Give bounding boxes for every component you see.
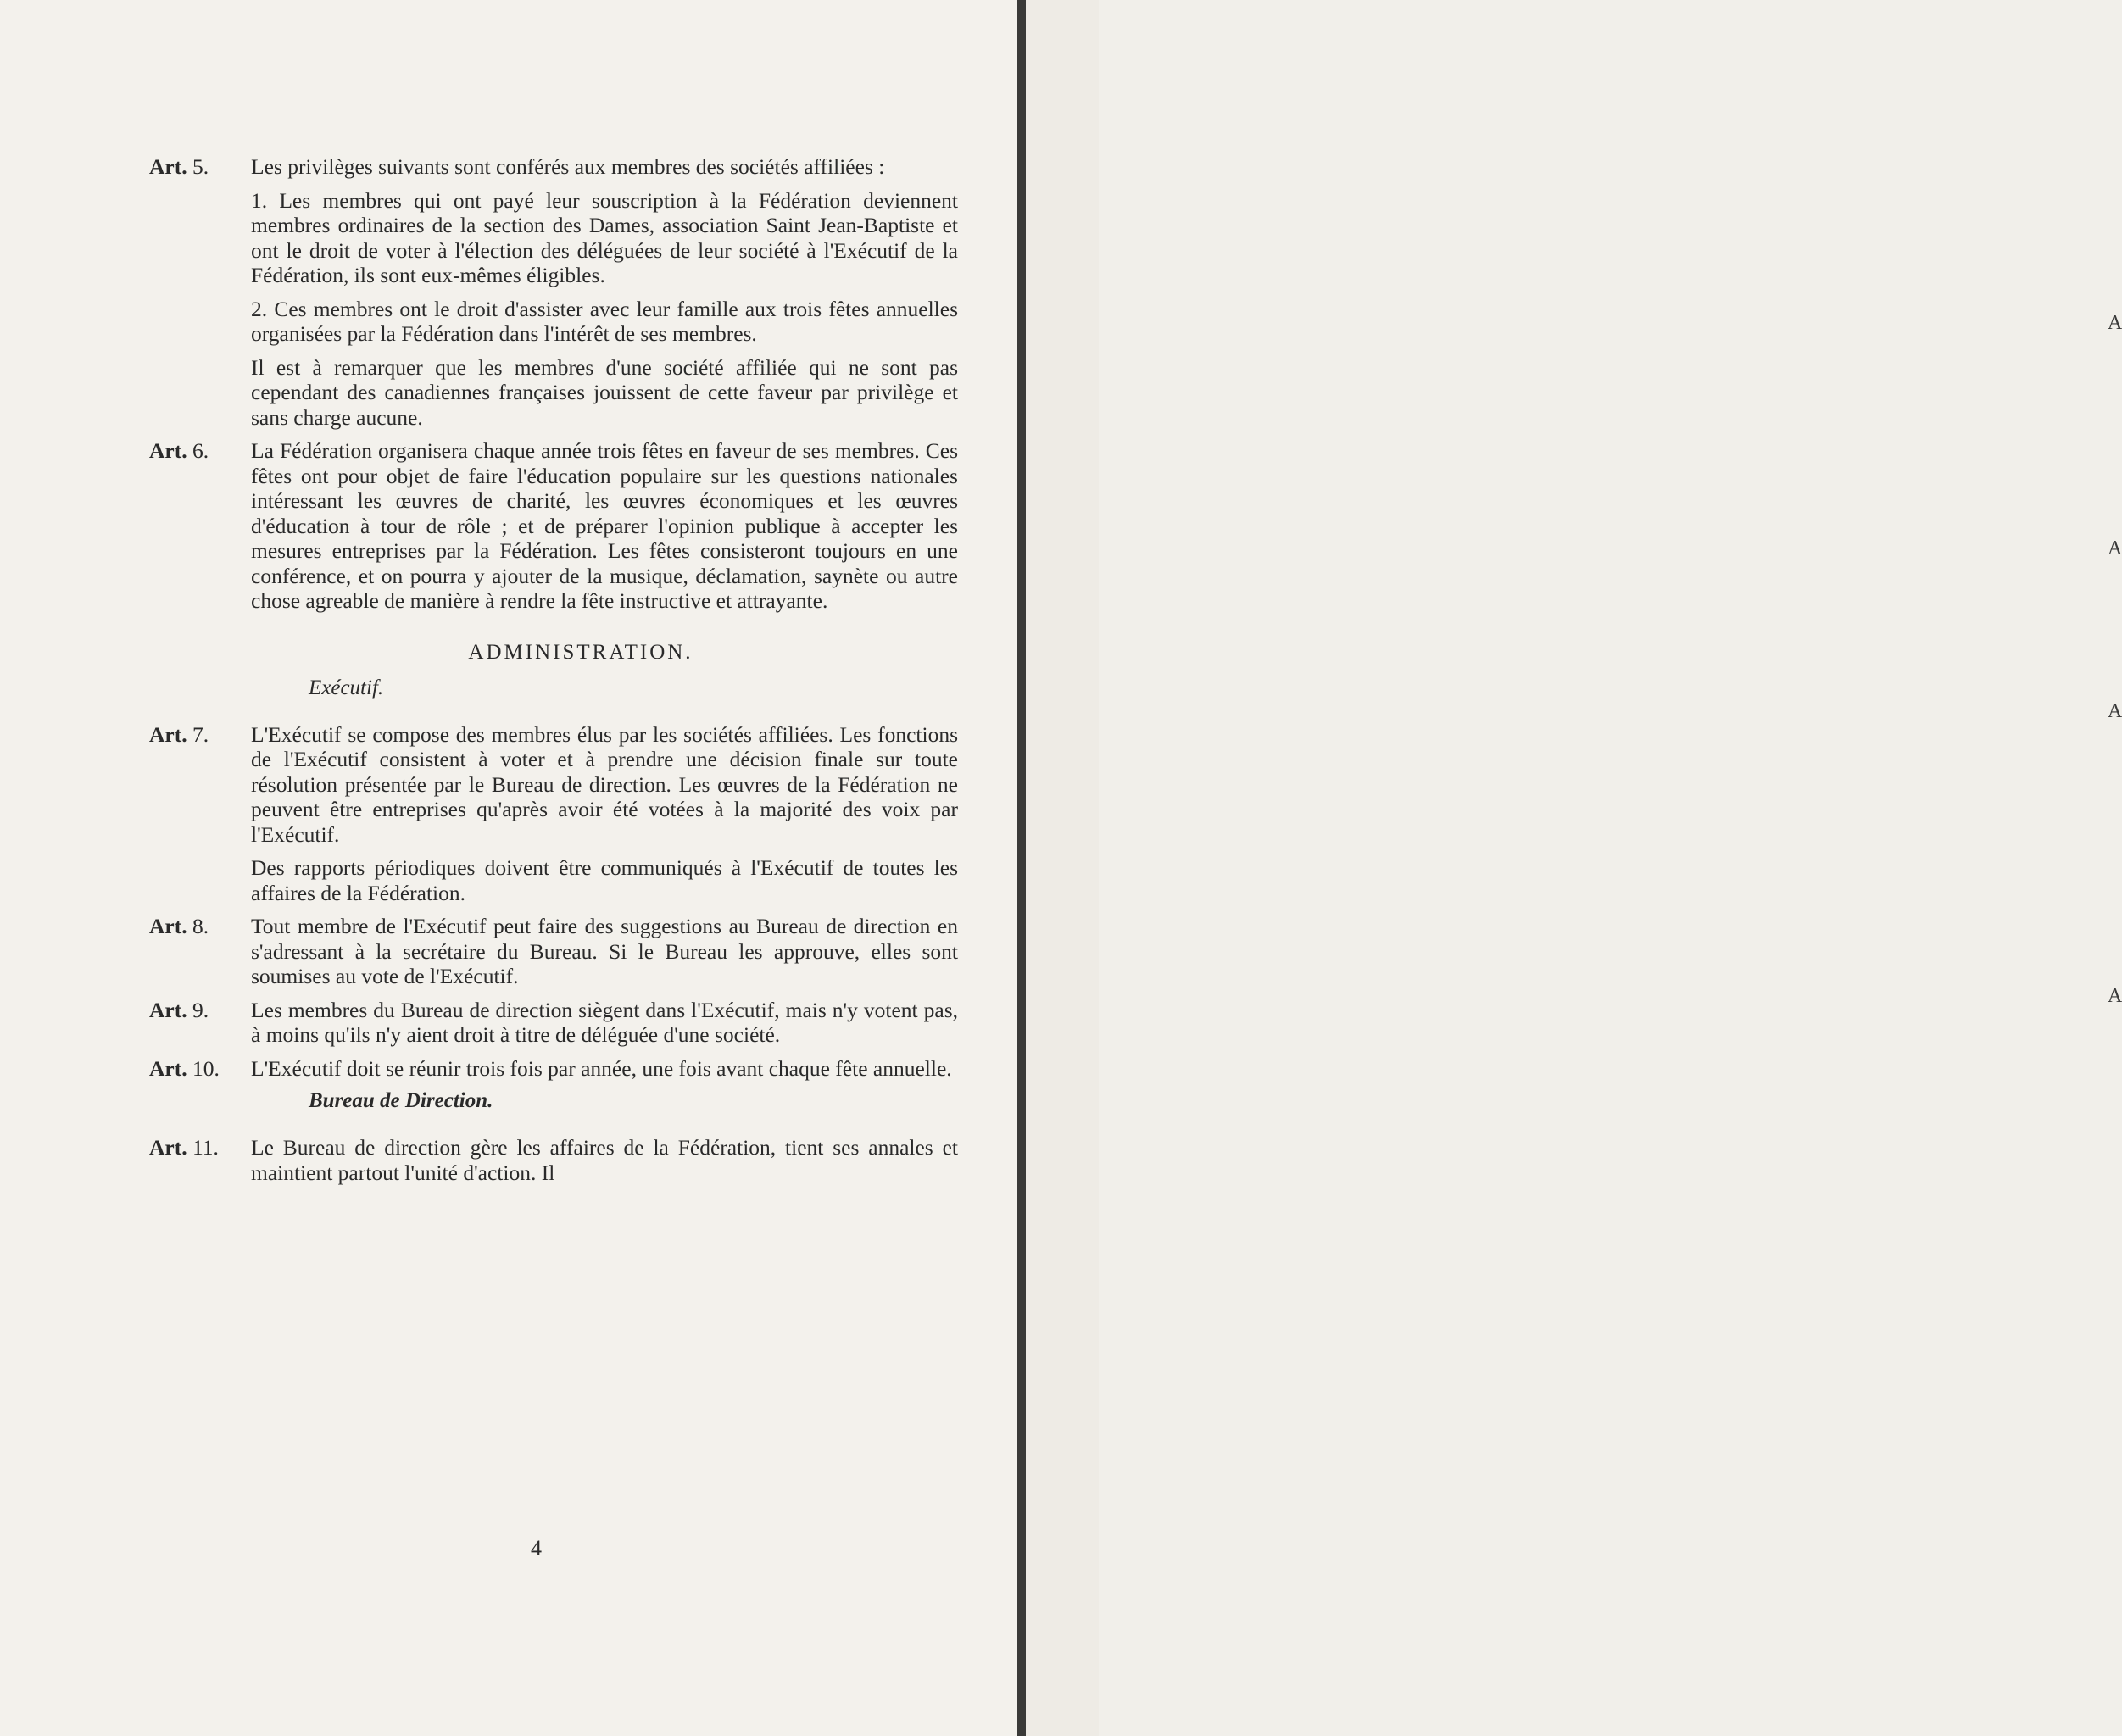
- article-11: [136, 1135, 958, 1185]
- article-label: [149, 998, 209, 1023]
- article-paragraph: L'Exécutif se compose des membres élus par les sociétés affiliées. Les fonctions de l'Exécutif consistent à voter et à prendre une décision finale sur toute résolution présentée par le Bureau de direction. Les œuvres de la Fédération ne peuvent être entreprises qu'après avoir été votées à la majorité des voix par l'Exécutif.: [251, 721, 958, 847]
- article-9: [136, 998, 958, 1048]
- adjacent-page-letter: A: [2108, 985, 2122, 1007]
- document-page: [0, 0, 1022, 1736]
- article-5: [136, 154, 958, 430]
- article-label-text: Art.: [149, 997, 187, 1022]
- article-paragraph: La Fédération organisera chaque année trois fêtes en faveur de ses membres. Ces fêtes ont pour objet de faire l'éducation populaire sur les questions nationales intéressant les œuvres de charité, les œuvres économiques et les œuvres d'éducation à tour de rôle ; et de préparer l'opinion publique à accepter les mesures entreprises par la Fédération. Les fêtes consisteront toujours en une conférence, et on pourra y ajouter de la musique, déclamation, saynète ou autre chose agreable de manière à rendre la fête instructive et attrayante.: [251, 438, 958, 613]
- article-paragraph: 2. Ces membres ont le droit d'assister avec leur famille aux trois fêtes annuelles organisées par la Fédération dans l'intérêt de ses membres.: [251, 296, 958, 346]
- article-label-text: Art.: [149, 438, 187, 463]
- article-paragraph: 1. Les membres qui ont payé leur souscription à la Fédération deviennent membres ordinaires de la section des Dames, association Saint Jean-Baptiste et ont le droit de voter à l'élection des déléguées de leur société à l'Exécutif de la Fédération, ils sont eux-mêmes éligibles.: [251, 187, 958, 287]
- article-paragraph: L'Exécutif doit se réunir trois fois par année, une fois avant chaque fête annuelle.: [251, 1055, 952, 1081]
- article-number: 8.: [192, 914, 209, 938]
- article-paragraph: Des rapports périodiques doivent être communiqués à l'Exécutif de toutes les affaires de la Fédération.: [251, 855, 958, 905]
- book-gutter: [1017, 0, 1026, 1736]
- article-label-text: Art.: [149, 1055, 187, 1081]
- article-label-text: Art.: [149, 721, 187, 747]
- page-content: [136, 154, 958, 1194]
- article-label: [149, 914, 209, 939]
- article-6: [136, 438, 958, 614]
- page-number: 4: [531, 1536, 542, 1561]
- article-paragraph: Les privilèges suivants sont conférés aux membres des sociétés affiliées :: [251, 154, 885, 179]
- article-paragraph: Les membres du Bureau de direction siègent dans l'Exécutif, mais n'y votent pas, à moins qu'ils n'y aient droit à titre de déléguée d'une société.: [251, 997, 958, 1047]
- article-number: 10.: [192, 1055, 220, 1081]
- article-10: [136, 1056, 958, 1082]
- adjacent-page-letter: A: [2108, 537, 2122, 559]
- articles-group-executif: [136, 722, 958, 1082]
- article-label: [149, 1135, 219, 1160]
- subheading-executif: Exécutif.: [309, 676, 384, 699]
- article-label: [149, 438, 209, 464]
- article-label-text: Art.: [149, 914, 187, 938]
- adjacent-page-letter: A: [2108, 700, 2122, 722]
- section-title: ADMINISTRATION.: [468, 640, 693, 664]
- articles-group-bureau: [136, 1135, 958, 1185]
- adjacent-page-letter: A: [2108, 312, 2122, 334]
- article-label: [149, 154, 209, 180]
- subheading-bureau: Bureau de Direction.: [309, 1089, 493, 1112]
- article-number: 11.: [192, 1135, 219, 1160]
- article-7: [136, 722, 958, 906]
- article-label-text: Art.: [149, 1135, 187, 1160]
- article-paragraph: Le Bureau de direction gère les affaires de la Fédération, tient ses annales et maintient partout l'unité d'action. Il: [251, 1135, 958, 1185]
- article-label: [149, 722, 209, 748]
- article-label: [149, 1056, 220, 1082]
- article-label-text: Art.: [149, 154, 187, 179]
- article-number: 9.: [192, 997, 209, 1022]
- article-number: 6.: [192, 438, 209, 463]
- article-8: [136, 914, 958, 989]
- article-paragraph: Tout membre de l'Exécutif peut faire des suggestions au Bureau de direction en s'adressant à la secrétaire du Bureau. Si le Bureau les approuve, elles sont soumises au vote de l'Exécutif.: [251, 914, 958, 988]
- article-number: 7.: [192, 721, 209, 747]
- article-number: 5.: [192, 154, 209, 179]
- article-paragraph: Il est à remarquer que les membres d'une société affiliée qui ne sont pas cependant des canadiennes françaises jouissent de cette faveur par privilège et sans charge aucune.: [251, 354, 958, 430]
- articles-group-privileges: [136, 154, 958, 614]
- adjacent-page-edge: [1026, 0, 2122, 1736]
